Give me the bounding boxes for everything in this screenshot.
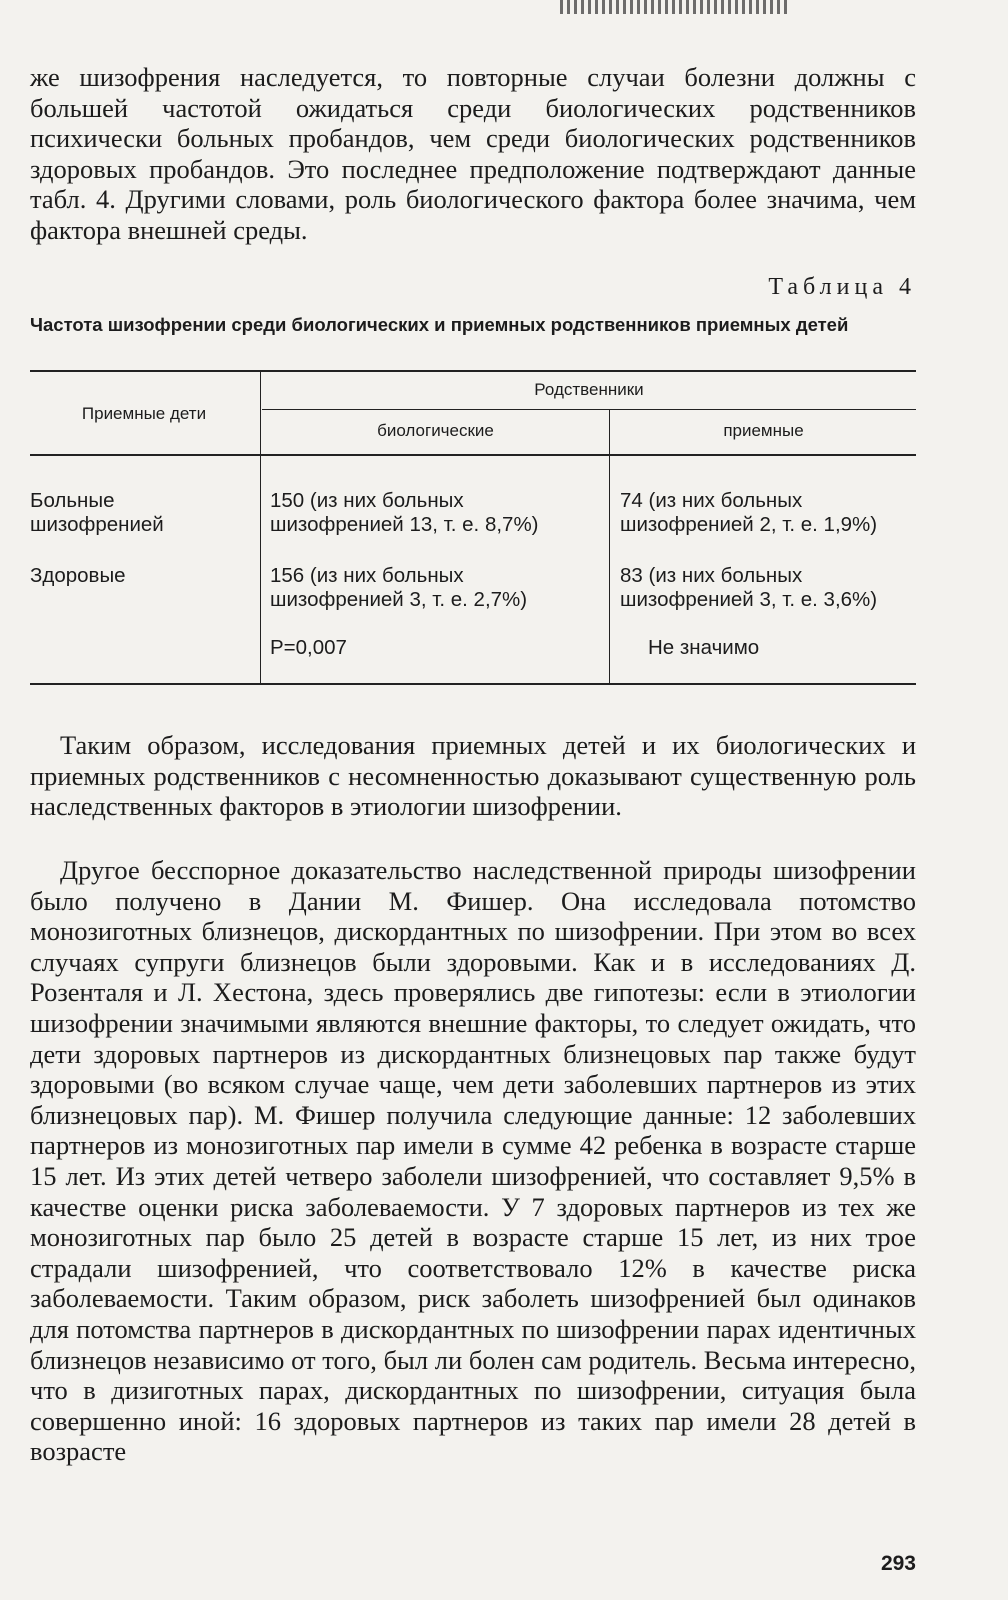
table-row-label-healthy: Здоровые [30,564,126,587]
table-header-bottom-rule [30,454,916,456]
table-top-rule [30,370,916,372]
paragraph-intro: же шизофрения наследуется, то повторные случаи болезни должны с большей частотой ожидаться среди биологических родственников психически больных пробандов, чем среди биологических родственников здоровых пробандов. Это последнее предположение подтверждают данные табл. 4. Другими словами, роль биологического фактора более значима, чем фактора внешней среды. [30,62,916,245]
table-stat-biological: P=0,007 [270,636,347,659]
table-vline-2 [609,410,610,683]
table-header-rowlabel: Приемные дети [81,404,207,423]
row-label-text: Больные шизофренией [30,489,164,536]
table-row-label-sick [30,489,248,537]
table-number: Таблица 4 [768,274,916,300]
table-header-adoptive: приемные [723,421,804,440]
table-cell-healthy-biological: 156 (из них больных шизофренией 3, т. е. 2,7%) [270,564,528,611]
table-header-divider [262,409,916,410]
table-caption: Частота шизофрении среди биологических и приемных родственников приемных детей [30,314,849,335]
page-number: 293 [880,1552,916,1575]
table-header-group: Родственники [534,380,644,399]
table-cell-healthy-adoptive: 83 (из них больных шизофренией 3, т. е. 3,6%) [620,564,878,611]
table-stat-adoptive: Не значимо [648,636,760,659]
table-vline-1 [260,372,261,683]
paragraph-conclusion: Таким образом, исследования приемных детей и их биологических и приемных родственников с несомненностью доказывают существенную роль наследственных факторов в этиологии шизофрении. [30,730,916,822]
table-cell-sick-biological: 150 (из них больных шизофренией 13, т. е. 8,7%) [270,489,539,536]
paragraph-fisher-study: Другое бесспорное доказательство наследственной природы шизофрении было получено в Дании М. Фишер. Она исследовала потомство монозиготных близнецов, дискордантных по шизофрении. При этом во всех случаях супруги близнецов были здоровыми. Как и в исследованиях Д. Розенталя и Л. Хестона, здесь проверялись две гипотезы: если в этиологии шизофрении значимыми являются внешние факторы, то следует ожидать, что дети здоровых партнеров из дискордантных близнецовых пар также будут здоровыми (во всяком случае чаще, чем дети заболевших партнеров из этих близнецовых пар). М. Фишер получила следующие данные: 12 заболевших партнеров из монозиготных пар имели в сумме 42 ребенка в возрасте старше 15 лет. Из этих детей четверо заболели шизофренией, что составляет 9,5% в качестве оценки риска заболеваемости. У 7 здоровых партнеров из тех же монозиготных пар было 25 детей в возрасте старше 15 лет, из них трое страдали шизофренией, что соответствовало 12% в качестве риска заболеваемости. Таким образом, риск заболеть шизофренией был одинаков для потомства партнеров в дискордантных по шизофрении парах идентичных близнецов независимо от того, был ли болен сам родитель. Весьма интересно, что в дизиготных парах, дискордантных по шизофрении, ситуация была совершенно иной: 16 здоровых партнеров из таких пар имели 28 детей в возрасте [30,855,916,1467]
table-cell-sick-adoptive: 74 (из них больных шизофренией 2, т. е. 1,9%) [620,489,878,536]
table-bottom-rule [30,683,916,685]
table-header-biological: биологические [377,421,494,440]
scan-artifact [560,0,790,14]
